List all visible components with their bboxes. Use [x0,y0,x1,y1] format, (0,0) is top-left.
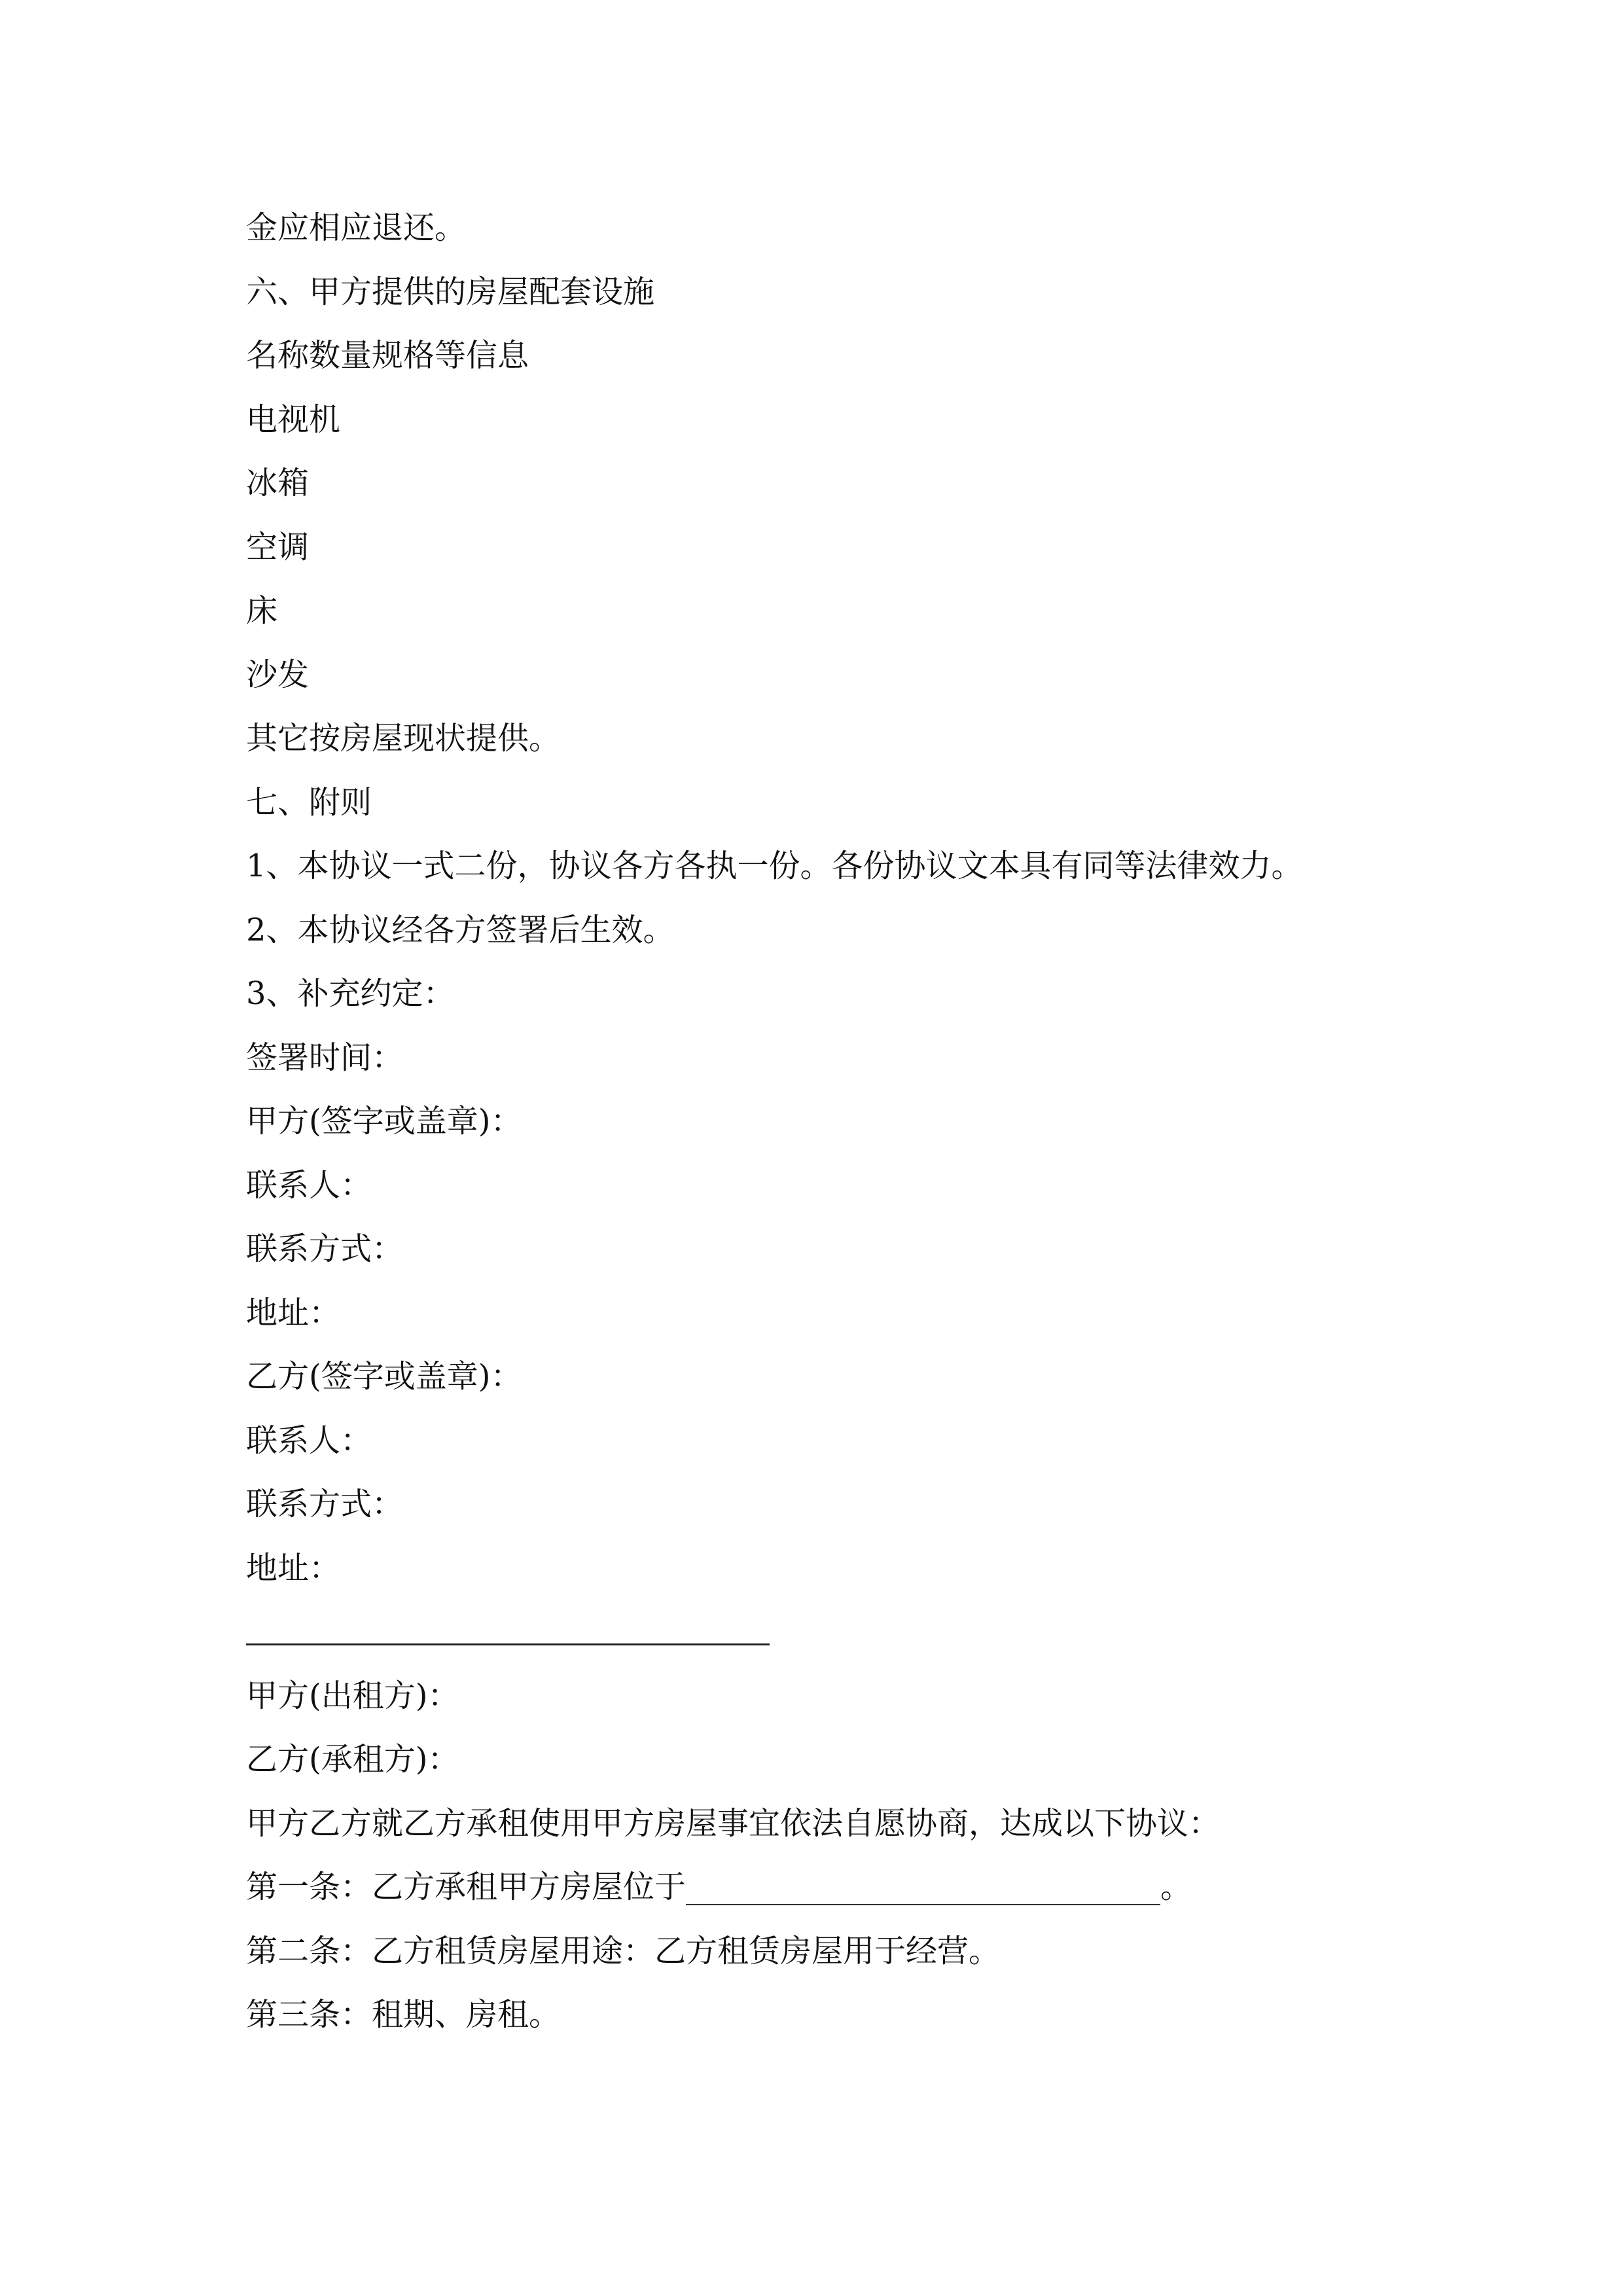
contact-person-label: 联系人： [246,1166,372,1204]
appendix-clause: 2、本协议经各方签署后生效。 [246,911,675,948]
address-label: 地址： [246,1549,341,1587]
party-a-signature-label: 甲方(签字或盖章)： [246,1103,522,1139]
facility-item: 沙发 [246,656,310,693]
facility-item: 空调 [246,528,310,565]
facility-item: 冰箱 [246,465,310,501]
section-heading-facilities: 六、甲方提供的房屋配套设施 [246,273,655,310]
appendix-clause: 3、补充约定： [246,975,455,1012]
clause-one-suffix: 。 [1160,1869,1192,1905]
lessor-label: 甲方(出租方)： [246,1677,459,1714]
signing-time-label: 签署时间： [246,1039,404,1076]
facility-item: 电视机 [246,401,341,438]
section-heading-appendix: 七、附则 [246,783,372,821]
location-blank-field [686,1865,1160,1905]
agreement-intro: 甲方乙方就乙方承租使用甲方房屋事宜依法自愿协商，达成以下协议： [246,1804,1221,1842]
clause-three: 第三条：租期、房租。 [246,1996,561,2033]
address-label: 地址： [246,1294,341,1331]
text-line: 其它按房屋现状提供。 [246,720,561,757]
clause-one [246,1856,1424,1920]
text-line: 金应相应退还。 [246,209,467,246]
contact-method-label: 联系方式： [246,1486,404,1522]
facility-item: 床 [246,592,278,629]
appendix-clause: 1、本协议一式二份，协议各方各执一份。各份协议文本具有同等法律效力。 [246,848,1303,884]
document-body [246,196,1424,2047]
separator-line-row [246,1600,1424,1664]
clause-two: 第二条：乙方租赁房屋用途：乙方租赁房屋用于经营。 [246,1932,1001,1969]
text-line: 名称数量规格等信息 [246,337,529,374]
clause-one-prefix: 第一条：乙方承租甲方房屋位于 [246,1869,687,1905]
contact-person-label: 联系人： [246,1422,372,1459]
separator-rule [246,1643,770,1645]
lessee-label: 乙方(承租方)： [246,1741,459,1778]
contact-method-label: 联系方式： [246,1230,404,1267]
party-b-signature-label: 乙方(签字或盖章)： [246,1358,522,1395]
